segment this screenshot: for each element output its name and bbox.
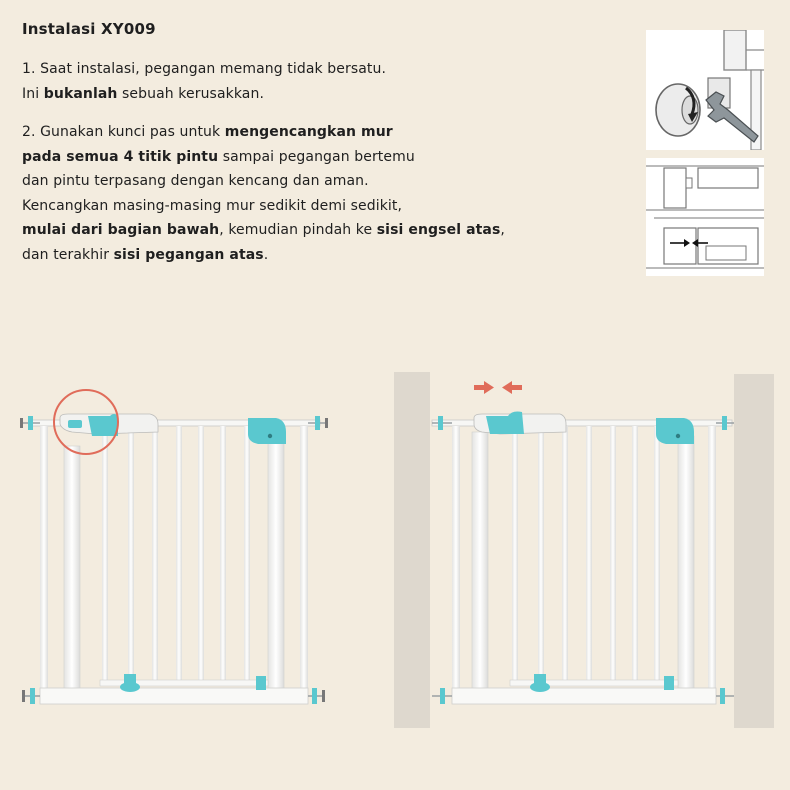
wrench-icon [706,92,758,142]
step2-l1-prefix: 2. Gunakan kunci pas untuk [22,124,225,140]
pressure-bolt-icon [308,416,328,430]
instruction-step-1 [22,57,386,106]
wrench-detail-image [646,30,764,150]
handle-teal-part [88,414,118,436]
step2-l6-prefix: dan terakhir [22,246,114,263]
handle-gap-diagram [646,158,764,276]
wrench-tightening-illustration [646,30,764,150]
step1-line2-suffix: sebuah kerusakkan. [117,85,264,102]
wall-left [394,372,430,728]
step2-l2-suffix: sampai pegangan bertemu [218,148,415,165]
step2-l5-bold2: sisi engsel atas [376,222,501,238]
gate-installed [394,372,774,728]
step1-line2-bold: bukanlah [43,85,118,102]
step2-l6-bold: sisi pegangan atas [113,246,264,263]
step2-l6-suffix: . [263,246,269,263]
press-together-arrows-icon [474,381,522,394]
step2-line4: Kencangkan masing-masing mur sedikit demi sedikit, [22,197,403,214]
pressure-bolt-icon [432,688,452,704]
wall-right [734,374,774,728]
step2-l1-bold: mengencangkan mur [224,124,393,140]
pressure-bolt-icon [22,688,40,704]
step2-line2 [22,145,505,170]
step2-line6 [22,243,505,268]
hinge-icon [248,418,286,444]
step1-line2-prefix: Ini [22,85,44,102]
step1-line1: 1. Saat instalasi, pegangan memang tidak bersatu. [22,61,387,77]
page-title: Instalasi XY009 [22,20,156,38]
handle-alignment-image [646,158,764,276]
step2-l5-mid: , kemudian pindah ke [219,222,377,238]
step2-line1 [22,120,505,145]
pressure-bolt-icon [432,416,452,430]
step2-l5-bold1: mulai dari bagian bawah [22,222,220,238]
step2-line5 [22,218,505,243]
step1-line2 [22,82,386,107]
gate-illustrations [0,340,790,740]
pressure-bolt-icon [716,688,734,704]
step2-l5-suffix: , [500,222,505,238]
pressure-bolt-icon [308,688,325,704]
gate-before-installation [20,390,328,704]
hinge-icon [656,418,694,444]
step2-l2-bold: pada semua 4 titik pintu [22,148,219,165]
pressure-bolt-icon [716,416,734,430]
pole-icon [724,30,746,70]
instruction-step-2 [22,120,505,267]
step2-line3: dan pintu terpasang dengan kencang dan aman. [22,173,369,189]
pressure-bolt-icon [20,416,40,430]
